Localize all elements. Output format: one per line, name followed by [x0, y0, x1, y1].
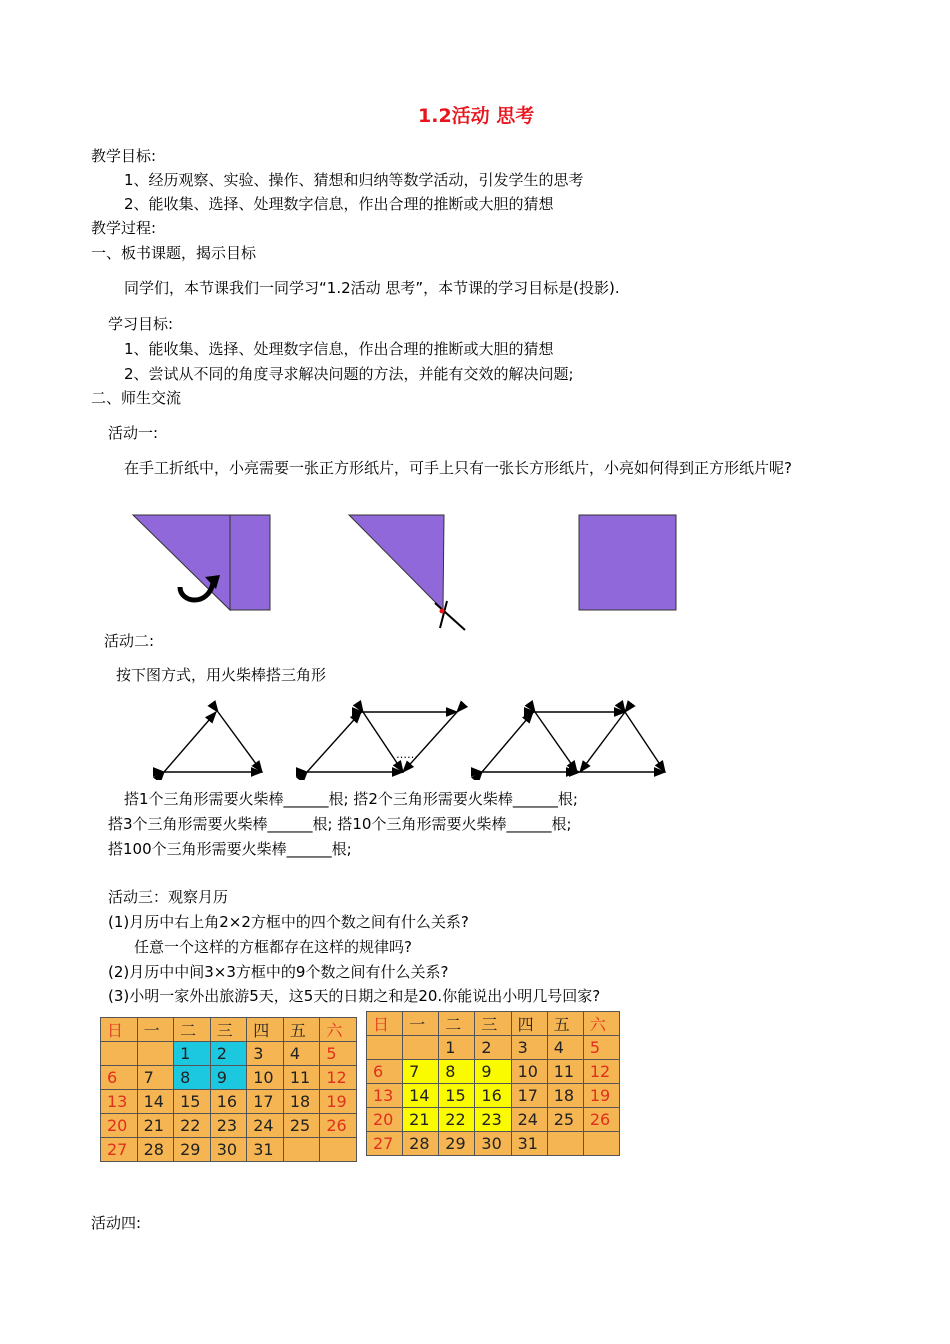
ellipsis: ……	[396, 748, 418, 761]
day-cell: 16	[475, 1084, 511, 1108]
day-cell: 2	[475, 1036, 511, 1060]
goal-item: 1、经历观察、实验、操作、猜想和归纳等数学活动，引发学生的思考	[124, 171, 584, 189]
day-cell: 22	[439, 1108, 475, 1132]
day-cell: 25	[547, 1108, 583, 1132]
learning-goal-item: 1、能收集、选择、处理数字信息，作出合理的推断或大胆的猜想	[124, 340, 554, 358]
weekday: 日	[101, 1018, 138, 1042]
day-cell: 24	[511, 1108, 547, 1132]
three-triangles	[482, 712, 665, 772]
day-cell: 3	[247, 1042, 284, 1066]
day-cell: 30	[210, 1138, 247, 1162]
day-cell: 9	[475, 1060, 511, 1084]
day-cell: 11	[547, 1060, 583, 1084]
square-paper	[579, 515, 676, 610]
matchstick-figure	[150, 700, 680, 780]
section1-intro: 同学们，本节课我们一同学习“1.2活动 思考”，本节课的学习目标是(投影).	[124, 279, 620, 297]
day-cell: 12	[583, 1060, 619, 1084]
activity2-question: 搭1个三角形需要火柴棒______根; 搭2个三角形需要火柴棒______根;	[124, 790, 578, 808]
day-cell: 25	[283, 1114, 320, 1138]
activity3-question: 任意一个这样的方框都存在这样的规律吗?	[134, 938, 412, 956]
day-cell: 28	[403, 1132, 439, 1156]
day-cell	[320, 1138, 357, 1162]
day-cell: 8	[439, 1060, 475, 1084]
day-cell: 22	[174, 1114, 211, 1138]
day-cell	[367, 1036, 403, 1060]
one-triangle	[164, 712, 262, 772]
day-cell: 9	[210, 1066, 247, 1090]
weekday: 日	[367, 1012, 403, 1036]
activity2-question: 搭100个三角形需要火柴棒______根;	[108, 840, 352, 858]
day-cell: 20	[367, 1108, 403, 1132]
day-cell: 10	[247, 1066, 284, 1090]
day-cell: 11	[283, 1066, 320, 1090]
day-cell: 28	[137, 1138, 174, 1162]
activity3-heading: 活动三：观察月历	[108, 888, 229, 906]
day-cell: 27	[367, 1132, 403, 1156]
activity3-question: (1)月历中右上角2×2方框中的四个数之间有什么关系?	[108, 913, 469, 931]
week-row	[367, 1084, 620, 1108]
day-cell: 4	[283, 1042, 320, 1066]
activity1-heading: 活动一:	[108, 424, 159, 442]
day-cell: 21	[137, 1114, 174, 1138]
folding-step-1	[133, 515, 270, 610]
page-title: 1.2活动 思考	[418, 105, 535, 127]
activity4-heading: 活动四:	[91, 1214, 142, 1232]
day-cell: 23	[210, 1114, 247, 1138]
day-cell: 30	[475, 1132, 511, 1156]
activity2-text: 按下图方式，用火柴棒搭三角形	[116, 666, 327, 684]
activity2-question: 搭3个三角形需要火柴棒______根; 搭10个三角形需要火柴棒______根;	[108, 815, 572, 833]
activity2-heading: 活动二:	[104, 632, 155, 650]
week-row	[101, 1066, 357, 1090]
day-cell: 4	[547, 1036, 583, 1060]
day-cell	[583, 1132, 619, 1156]
week-row	[101, 1042, 357, 1066]
day-cell: 26	[320, 1114, 357, 1138]
day-cell	[137, 1042, 174, 1066]
day-cell: 19	[320, 1090, 357, 1114]
day-cell: 2	[210, 1042, 247, 1066]
activity1-text: 在手工折纸中，小亮需要一张正方形纸片，可手上只有一张长方形纸片，小亮如何得到正方形纸片呢?	[124, 459, 792, 477]
day-cell: 16	[210, 1090, 247, 1114]
weekday: 五	[547, 1012, 583, 1036]
day-cell: 15	[439, 1084, 475, 1108]
day-cell: 21	[403, 1108, 439, 1132]
paper-strip	[230, 515, 270, 610]
day-cell: 18	[283, 1090, 320, 1114]
day-cell: 17	[511, 1084, 547, 1108]
day-cell: 14	[137, 1090, 174, 1114]
day-cell: 7	[403, 1060, 439, 1084]
weekday: 六	[320, 1018, 357, 1042]
weekday: 六	[583, 1012, 619, 1036]
section1-heading: 一、板书课题，揭示目标	[91, 244, 257, 262]
cut-triangle	[349, 515, 444, 610]
learning-goals-heading: 学习目标:	[108, 315, 174, 333]
calendar-2x2	[100, 1017, 357, 1162]
day-cell: 10	[511, 1060, 547, 1084]
day-cell: 27	[101, 1138, 138, 1162]
week-row	[101, 1114, 357, 1138]
weekday-row	[101, 1018, 357, 1042]
day-cell: 20	[101, 1114, 138, 1138]
week-row	[101, 1090, 357, 1114]
activity3-question: (2)月历中中间3×3方框中的9个数之间有什么关系?	[108, 963, 449, 981]
weekday: 三	[475, 1012, 511, 1036]
day-cell: 31	[247, 1138, 284, 1162]
weekday: 一	[137, 1018, 174, 1042]
day-cell: 23	[475, 1108, 511, 1132]
day-cell: 6	[367, 1060, 403, 1084]
weekday: 四	[511, 1012, 547, 1036]
weekday: 五	[283, 1018, 320, 1042]
day-cell: 6	[101, 1066, 138, 1090]
day-cell: 5	[583, 1036, 619, 1060]
calendar-3x3	[366, 1011, 620, 1156]
day-cell: 31	[511, 1132, 547, 1156]
day-cell: 17	[247, 1090, 284, 1114]
day-cell	[547, 1132, 583, 1156]
weekday: 二	[439, 1012, 475, 1036]
weekday: 二	[174, 1018, 211, 1042]
day-cell: 24	[247, 1114, 284, 1138]
day-cell: 15	[174, 1090, 211, 1114]
weekday: 三	[210, 1018, 247, 1042]
day-cell: 18	[547, 1084, 583, 1108]
cut-point	[440, 609, 445, 614]
weekday-row	[367, 1012, 620, 1036]
day-cell: 29	[439, 1132, 475, 1156]
learning-goal-item: 2、尝试从不同的角度寻求解决问题的方法，并能有交效的解决问题;	[124, 365, 574, 383]
goal-item: 2、能收集、选择、处理数字信息，作出合理的推断或大胆的猜想	[124, 195, 554, 213]
week-row	[367, 1108, 620, 1132]
day-cell: 1	[439, 1036, 475, 1060]
goals-heading: 教学目标:	[91, 147, 157, 165]
day-cell: 3	[511, 1036, 547, 1060]
week-row	[367, 1036, 620, 1060]
day-cell: 7	[137, 1066, 174, 1090]
day-cell	[283, 1138, 320, 1162]
day-cell: 29	[174, 1138, 211, 1162]
day-cell: 8	[174, 1066, 211, 1090]
day-cell: 14	[403, 1084, 439, 1108]
weekday: 一	[403, 1012, 439, 1036]
day-cell	[403, 1036, 439, 1060]
folding-figure	[120, 505, 690, 640]
week-row	[101, 1138, 357, 1162]
day-cell: 12	[320, 1066, 357, 1090]
day-cell	[101, 1042, 138, 1066]
two-triangles	[307, 712, 457, 772]
activity3-question: (3)小明一家外出旅游5天，这5天的日期之和是20.你能说出小明几号回家?	[108, 987, 601, 1005]
day-cell: 26	[583, 1108, 619, 1132]
day-cell: 19	[583, 1084, 619, 1108]
week-row	[367, 1060, 620, 1084]
weekday: 四	[247, 1018, 284, 1042]
day-cell: 13	[367, 1084, 403, 1108]
week-row	[367, 1132, 620, 1156]
day-cell: 13	[101, 1090, 138, 1114]
day-cell: 5	[320, 1042, 357, 1066]
day-cell: 1	[174, 1042, 211, 1066]
process-heading: 教学过程:	[91, 219, 157, 237]
section2-heading: 二、师生交流	[91, 389, 182, 407]
folding-step-2	[349, 515, 465, 630]
